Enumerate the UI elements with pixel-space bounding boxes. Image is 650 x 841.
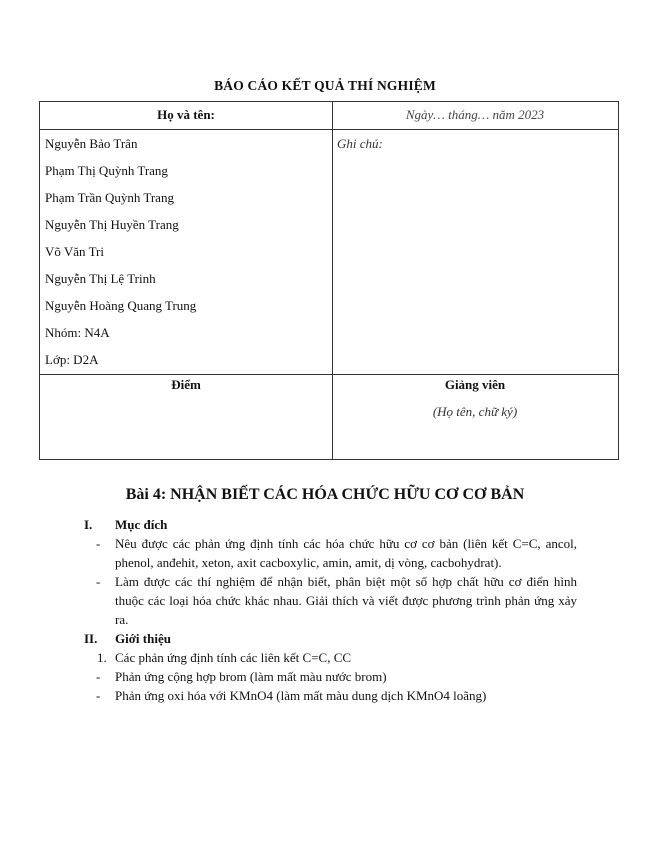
dash-bullet: - <box>96 574 101 589</box>
bullet-text: Nêu được các phản ứng định tính các hóa chức hữu cơ cơ bản (liên kết C=C, ancol, phenol, anđehit, xeton, axit cacboxylic, amin, amit, dị vòng, cacbohydrat). <box>115 536 577 570</box>
list-item: Nguyễn Thị Huyền Trang <box>45 217 179 232</box>
date-text: Ngày… tháng… năm 2023 <box>405 107 545 122</box>
score-label: Điểm <box>171 377 201 392</box>
section-number: II. <box>84 631 98 646</box>
name-header: Họ và tên: <box>157 107 215 122</box>
table-divider-date <box>332 129 618 130</box>
bullet-text: Làm được các thí nghiệm để nhận biết, phân biệt một số hợp chất hữu cơ điển hình thuộc các loại hóa chức khác nhau. Giải thích và viết được phương trình phản ứng xảy ra. <box>115 574 577 627</box>
lesson-title: Bài 4: NHẬN BIẾT CÁC HÓA CHỨC HỮU CƠ CƠ BẢN <box>125 486 525 503</box>
numbered-item <box>0 648 650 667</box>
section-title: Mục đích <box>115 517 168 532</box>
dash-bullet: - <box>96 536 101 551</box>
report-title: BÁO CÁO KẾT QUẢ THÍ NGHIỆM <box>214 78 436 93</box>
member-list <box>45 133 330 376</box>
bullet-text: Phản ứng oxi hóa với KMnO4 (làm mất màu dung dịch KMnO4 loãng) <box>115 688 487 703</box>
list-item <box>0 667 650 686</box>
list-item <box>0 534 650 572</box>
table-divider-name-header <box>40 129 332 130</box>
list-item: Võ Văn Tri <box>45 244 105 259</box>
dash-bullet: - <box>96 688 101 703</box>
list-item <box>0 686 650 705</box>
teacher-label: Giảng viên <box>444 377 506 392</box>
lesson-content <box>0 515 650 705</box>
section-heading <box>0 515 650 534</box>
class-label: Lớp: D2A <box>45 352 99 367</box>
group-label: Nhóm: N4A <box>45 325 110 340</box>
item-number: 1. <box>97 650 107 665</box>
bullet-text: Phản ứng cộng hợp brom (làm mất màu nước brom) <box>115 669 387 684</box>
section-heading <box>0 629 650 648</box>
teacher-signature-hint: (Họ tên, chữ ký) <box>432 404 518 419</box>
list-item: Nguyễn Bảo Trân <box>45 136 138 151</box>
dash-bullet: - <box>96 669 101 684</box>
list-item <box>0 572 650 629</box>
section-title: Giới thiệu <box>115 631 171 646</box>
info-table <box>39 101 619 460</box>
item-text: Các phản ứng định tính các liên kết C=C, CC <box>115 650 352 665</box>
note-label: Ghi chú: <box>337 136 383 151</box>
list-item: Phạm Thị Quỳnh Trang <box>45 163 168 178</box>
list-item: Phạm Trần Quỳnh Trang <box>45 190 174 205</box>
list-item: Nguyễn Thị Lệ Trinh <box>45 271 156 286</box>
list-item: Nguyễn Hoàng Quang Trung <box>45 298 197 313</box>
section-number: I. <box>84 517 93 532</box>
